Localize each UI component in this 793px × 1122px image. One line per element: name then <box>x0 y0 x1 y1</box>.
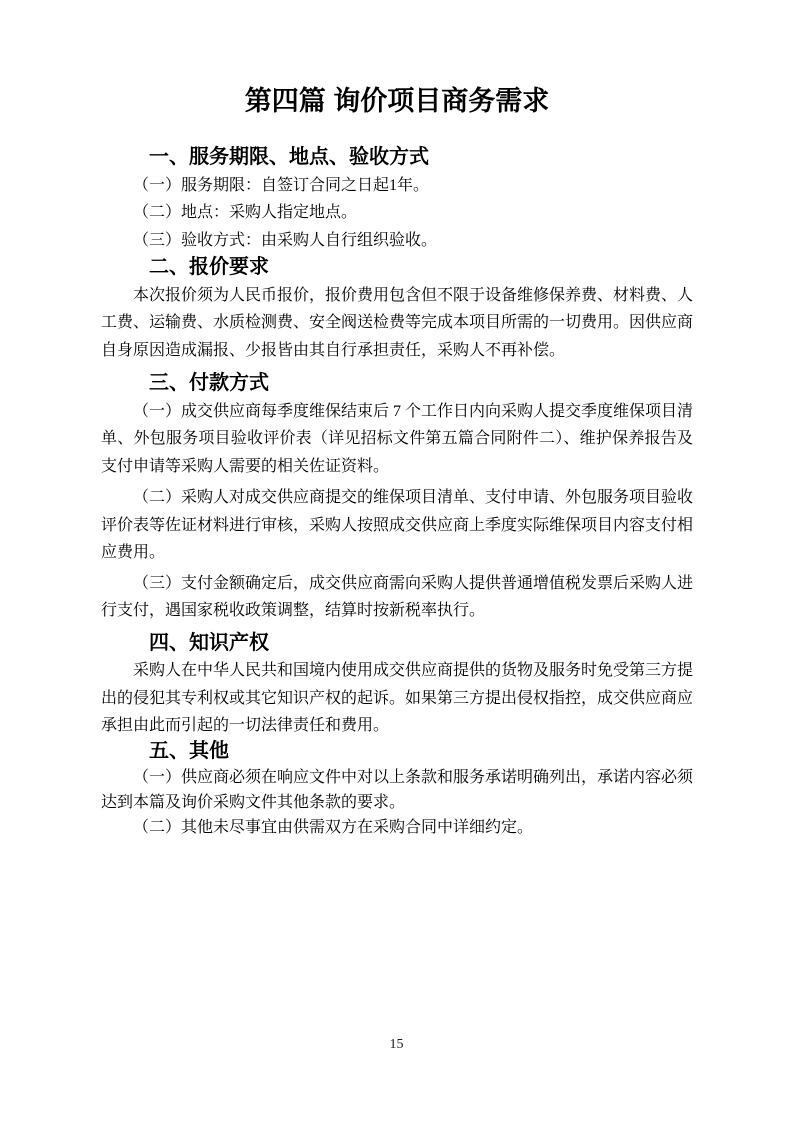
paragraph-others-2: （二）其他未尽事宜由供需双方在采购合同中详细约定。 <box>133 819 534 836</box>
paragraph-intellectual-property: 采购人在中华人民共和国境内使用成交供应商提供的货物及服务时免受第三方提出的侵犯其专利权或其它知识产权的起诉。如果第三方提出侵权指控，成交供应商应承担由此而引起的一切法律责任和费用。 <box>101 662 694 734</box>
list-item-service-period: （一）服务期限：自签订合同之日起1年。 <box>133 176 430 194</box>
heading-quotation-requirements: 二、报价要求 <box>149 256 269 278</box>
paragraph-quotation: 本次报价须为人民币报价，报价费用包含但不限于设备维修保养费、材料费、人工费、运输费、水质检测费、安全阀送检费等完成本项目所需的一切费用。因供应商自身原因造成漏报、少报皆由其自行承担责任，采购人不再补偿。 <box>101 286 694 359</box>
document-title: 第四篇 询价项目商务需求 <box>244 86 550 116</box>
section-payment-terms <box>101 370 693 625</box>
paragraph-payment-2: （二）采购人对成交供应商提交的维保项目清单、支付申请、外包服务项目验收评价表等佐证材料进行审核，采购人按照成交供应商上季度实际维保项目内容支付相应费用。 <box>101 489 694 561</box>
document-content <box>101 84 693 840</box>
section-intellectual-property <box>101 630 693 740</box>
section-quotation-requirements <box>101 254 693 364</box>
page-number: 15 <box>389 1037 404 1052</box>
section-others <box>101 738 693 841</box>
paragraph-others-1: （一）供应商必须在响应文件中对以上条款和服务承诺明确列出，承诺内容必须达到本篇及询价采购文件其他条款的要求。 <box>101 769 694 811</box>
section-service-terms <box>101 144 693 254</box>
heading-intellectual-property: 四、知识产权 <box>149 631 269 654</box>
list-item-acceptance: （三）验收方式：由采购人自行组织验收。 <box>133 231 438 249</box>
heading-payment-terms: 三、付款方式 <box>149 372 269 394</box>
list-item-location: （二）地点：采购人指定地点。 <box>133 204 358 221</box>
paragraph-payment-1: （一）成交供应商每季度维保结束后 7 个工作日内向采购人提交季度维保项目清单、外包服务项目验收评价表（详见招标文件第五篇合同附件二）、维护保养报告及支付申请等采购人需要的相关佐证资料。 <box>101 402 694 475</box>
heading-service-terms: 一、服务期限、地点、验收方式 <box>149 146 429 168</box>
heading-others: 五、其他 <box>149 739 229 762</box>
paragraph-payment-3: （三）支付金额确定后，成交供应商需向采购人提供普通增值税发票后采购人进行支付，遇国家税收政策调整，结算时按新税率执行。 <box>101 574 694 619</box>
